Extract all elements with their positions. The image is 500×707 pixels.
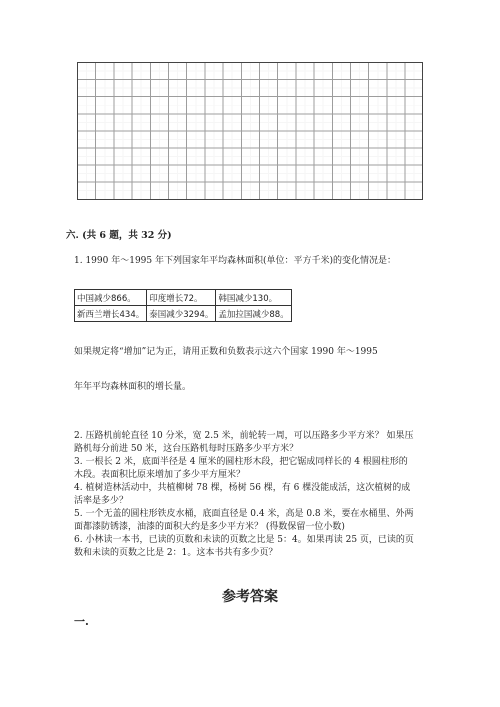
table-row (75, 306, 292, 322)
question-5: 5. 一个无盖的圆柱形铁皮水桶，底面直径是 0.4 米，高是 0.8 米，要在水桶里、外两面都漆防锈漆，油漆的面积大约是多少平方米？ (得数保留一位小数) (74, 509, 414, 532)
table-cell: 新西兰增长434。 (75, 306, 147, 322)
table-cell: 中国减少866。 (75, 290, 147, 306)
question-1-instruction: 如果规定将“增加”记为正，请用正数和负数表示这六个国家 1990 年～1995 (74, 347, 378, 357)
forest-data-table (74, 289, 292, 322)
question-3: 3. 一根长 2 米，底面半径是 4 厘米的圆柱形木段，把它锯成同样长的 4 根圆柱形的木段。表面积比原来增加了多少平方厘米？ (74, 457, 408, 480)
answers-title: 参考答案 (222, 589, 278, 605)
question-1-text: 1. 1990 年～1995 年下列国家年平均森林面积(单位：平方千米)的变化情况是： (74, 256, 397, 266)
question-1-instruction-cont: 年年平均森林面积的增长量。 (74, 382, 192, 392)
question-2: 2. 压路机前轮直径 10 分米，宽 2.5 米，前轮转一周，可以压路多少平方米？ 如果压路机每分前进 50 米，这台压路机每时压路多少平方米？ (74, 431, 414, 454)
writing-grid (77, 62, 423, 200)
table-cell: 印度增长72。 (147, 290, 216, 306)
table-cell: 泰国减少3294。 (147, 306, 216, 322)
table-row (75, 290, 292, 306)
question-6: 6. 小林读一本书，已读的页数和未读的页数之比是 5：4。如果再读 25 页，已读的页数和未读的页数之比是 2：1。这本书共有多少页？ (74, 535, 414, 558)
question-list (74, 430, 414, 560)
section-title: 六. (共 6 题，共 32 分) (66, 230, 172, 241)
table-cell: 孟加拉国减少88。 (216, 306, 291, 322)
question-4: 4. 植树造林活动中，共植柳树 78 棵，杨树 56 棵，有 6 棵没能成活，这次植树的成活率是多少？ (74, 483, 411, 506)
answers-section-one: 一. (74, 615, 89, 628)
table-cell: 韩国减少130。 (216, 290, 291, 306)
